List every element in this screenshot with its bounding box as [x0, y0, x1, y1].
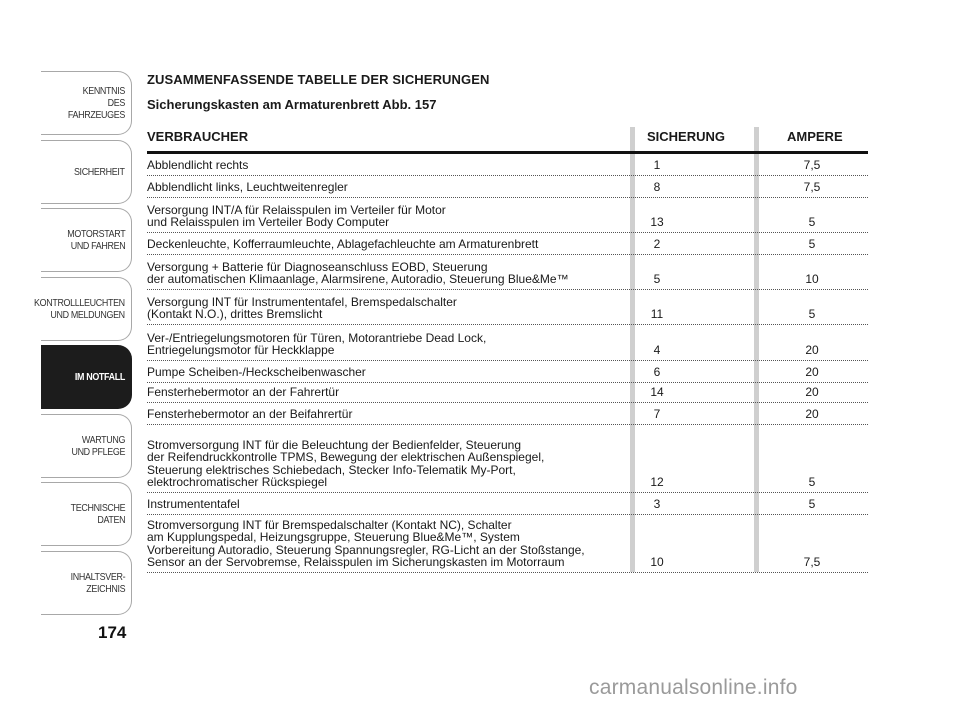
- ampere-cell: 20: [805, 406, 819, 421]
- table-header: [147, 127, 868, 154]
- tab-label: MOTORSTART UND FAHREN: [66, 228, 125, 252]
- table-row: [147, 383, 868, 403]
- fuse-cell: 10: [650, 554, 664, 569]
- fuse-cell: 5: [653, 271, 661, 286]
- ampere-cell: 5: [808, 496, 816, 511]
- fuse-cell: 7: [653, 406, 661, 421]
- tab-im-notfall[interactable]: [41, 345, 132, 409]
- consumer-cell: Abblendlicht rechts: [147, 157, 249, 172]
- ampere-cell: 7,5: [803, 554, 821, 569]
- fuse-cell: 8: [653, 179, 661, 194]
- consumer-cell: Instrumententafel: [147, 496, 240, 511]
- watermark: carmanualsonline.info: [589, 676, 798, 699]
- consumer-cell: Versorgung INT/A für Relaisspulen im Verteiler für Motor und Relaisspulen im Verteiler Body Computer: [147, 202, 446, 229]
- table-row: [147, 493, 868, 515]
- consumer-cell: Fensterhebermotor an der Fahrertür: [147, 384, 340, 399]
- fuse-cell: 12: [650, 474, 664, 489]
- fuse-cell: 2: [653, 236, 661, 251]
- table-row: [147, 176, 868, 198]
- tab-label: SICHERHEIT: [74, 166, 125, 178]
- consumer-cell: Pumpe Scheiben-/Heckscheibenwascher: [147, 364, 366, 379]
- table-row: [147, 233, 868, 255]
- tab-label: TECHNISCHE DATEN: [70, 502, 125, 526]
- table-row: [147, 425, 868, 493]
- tab-kenntnis[interactable]: [41, 71, 132, 135]
- table-row: [147, 325, 868, 361]
- page-title: ZUSAMMENFASSENDE TABELLE DER SICHERUNGEN: [147, 72, 490, 87]
- tab-label: WARTUNG UND PFLEGE: [71, 434, 125, 458]
- consumer-cell: Versorgung + Batterie für Diagnoseanschluss EOBD, Steuerung der automatischen Klimaanlage, Alarmsirene, Autoradio, Steuerung Blue&Me™: [147, 259, 569, 286]
- consumer-cell: Ver-/Entriegelungsmotoren für Türen, Motorantriebe Dead Lock, Entriegelungsmotor für Heckklappe: [147, 330, 487, 357]
- consumer-cell: Stromversorgung INT für Bremspedalschalter (Kontakt NC), Schalter am Kupplungspedal, Heizungsgruppe, Steuerung Blue&Me™, System Vorbereitung Autoradio, Steuerung Spannungsregler, RG-Licht an der Stoßstange, Sensor an der Servobremse, Relaisspulen im Sicherungskasten im Motorraum: [147, 518, 585, 569]
- page-subtitle: Sicherungskasten am Armaturenbrett Abb. 157: [147, 97, 437, 112]
- table-row: [147, 290, 868, 325]
- ampere-cell: 5: [808, 474, 816, 489]
- tab-inhaltsverzeichnis[interactable]: [41, 551, 132, 615]
- consumer-cell: Deckenleuchte, Kofferraumleuchte, Ablagefachleuchte am Armaturenbrett: [147, 236, 539, 251]
- fuse-table: [147, 127, 868, 573]
- tab-label: KENNTNIS DES FAHRZEUGES: [67, 85, 125, 121]
- ampere-cell: 7,5: [803, 157, 821, 172]
- table-row: [147, 255, 868, 290]
- tab-label: INHALTSVER- ZEICHNIS: [70, 571, 125, 595]
- ampere-cell: 20: [805, 364, 819, 379]
- table-row: [147, 403, 868, 425]
- fuse-cell: 1: [653, 157, 661, 172]
- header-sicherung: SICHERUNG: [647, 129, 726, 144]
- ampere-cell: 5: [808, 306, 816, 321]
- fuse-cell: 11: [650, 306, 664, 321]
- consumer-cell: Fensterhebermotor an der Beifahrertür: [147, 406, 353, 421]
- consumer-cell: Stromversorgung INT für die Beleuchtung der Bedienfelder, Steuerung der Reifendruckkontrolle TPMS, Bewegung der elektrischen Außenspiegel, Steuerung elektrisches Schiebedach, Stecker Info-Telematik My-Port, elektrochromatischer Rückspiegel: [147, 438, 545, 489]
- page-number: 174: [98, 623, 127, 642]
- fuse-cell: 14: [650, 384, 664, 399]
- table-body: [147, 154, 868, 573]
- table-row: [147, 198, 868, 233]
- table-row: [147, 515, 868, 573]
- table-row: [147, 361, 868, 383]
- table-row: [147, 154, 868, 176]
- header-ampere: AMPERE: [787, 129, 843, 144]
- ampere-cell: 10: [805, 271, 819, 286]
- ampere-cell: 7,5: [803, 179, 821, 194]
- ampere-cell: 5: [808, 236, 816, 251]
- tab-label: IM NOTFALL: [74, 371, 125, 383]
- fuse-cell: 13: [650, 214, 664, 229]
- fuse-cell: 6: [653, 364, 661, 379]
- ampere-cell: 20: [805, 384, 819, 399]
- ampere-cell: 20: [805, 342, 819, 357]
- ampere-cell: 5: [808, 214, 816, 229]
- header-verbraucher: VERBRAUCHER: [147, 129, 249, 144]
- tab-wartung[interactable]: [41, 414, 132, 478]
- consumer-cell: Abblendlicht links, Leuchtweitenregler: [147, 179, 348, 194]
- tab-kontrollleuchten[interactable]: [34, 277, 132, 341]
- tab-technische-daten[interactable]: [41, 482, 132, 546]
- fuse-cell: 3: [653, 496, 661, 511]
- fuse-cell: 4: [653, 342, 661, 357]
- tab-motorstart[interactable]: [41, 208, 132, 272]
- tab-label: KONTROLLLEUCHTEN UND MELDUNGEN: [34, 297, 125, 321]
- consumer-cell: Versorgung INT für Instrumententafel, Bremspedalschalter (Kontakt N.O.), drittes Bremslicht: [147, 294, 457, 321]
- tab-sicherheit[interactable]: [41, 140, 132, 204]
